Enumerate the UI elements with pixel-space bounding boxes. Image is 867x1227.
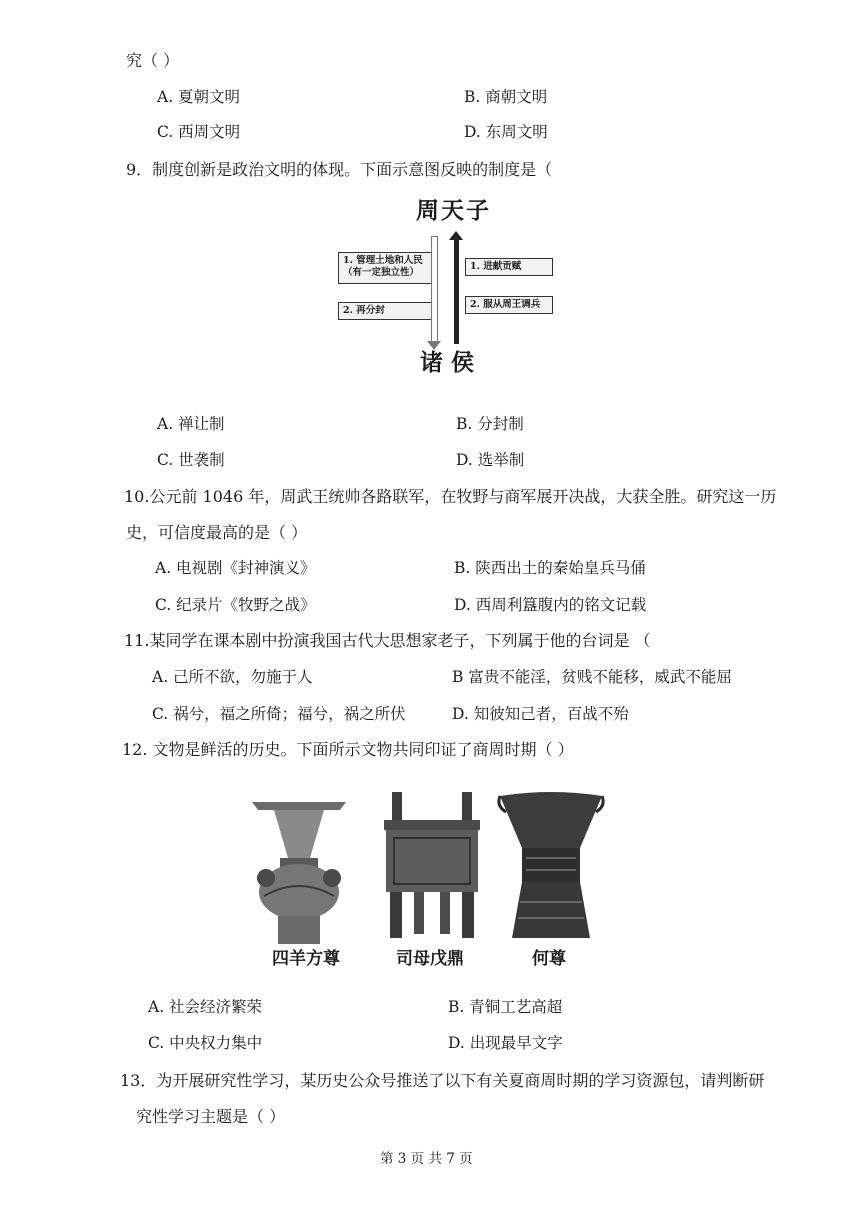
diagram-right-box-1: 1. 进献贡赋 (465, 258, 553, 276)
q9-option-d: D. 选举制 (456, 451, 525, 469)
q9-option-a: A. 禅让制 (157, 415, 225, 433)
diagram-right-box-2: 2. 服从周王调兵 (465, 296, 553, 314)
q11-stem: 11.某同学在课本剧中扮演我国古代大思想家老子，下列属于他的台词是 （ (124, 631, 651, 650)
q12-option-b: B. 青铜工艺高超 (448, 998, 563, 1016)
q11-option-c: C. 祸兮，福之所倚；福兮，祸之所伏 (152, 705, 406, 723)
caption-simuwu-ding: 司母戊鼎 (396, 949, 464, 969)
q10-stem-line2: 史，可信度最高的是（ ） (126, 523, 308, 542)
diagram-left-box-2: 2. 再分封 (338, 302, 434, 320)
q11-option-a: A. 己所不欲，勿施于人 (152, 668, 313, 686)
diagram-left-box-1 (338, 252, 434, 284)
q10-option-b: B. 陕西出土的秦始皇兵马俑 (454, 559, 646, 577)
left-box-1-line2: （有一定独立性） (343, 267, 420, 278)
q12-option-c: C. 中央权力集中 (148, 1034, 263, 1052)
left-box-1-line1: 1. 管理土地和人民 (343, 255, 423, 266)
caption-he-zun: 何尊 (532, 949, 566, 969)
diagram-bottom-label: 诸侯 (420, 349, 482, 376)
simuwu-ding-image (376, 792, 488, 942)
q12-option-d: D. 出现最早文字 (448, 1034, 563, 1052)
q11-option-d: D. 知彼知己者，百战不殆 (452, 705, 629, 723)
q10-option-c: C. 纪录片《牧野之战》 (155, 596, 316, 614)
q9-option-b: B. 分封制 (456, 415, 524, 433)
four-ram-square-zun-image (244, 796, 354, 946)
q8-option-d: D. 东周文明 (464, 123, 548, 141)
diagram-top-label: 周天子 (416, 197, 491, 224)
q12-option-a: A. 社会经济繁荣 (148, 998, 263, 1016)
up-arrow-icon (454, 240, 459, 344)
q8-option-b: B. 商朝文明 (464, 88, 548, 106)
down-arrow-icon (431, 236, 438, 342)
q13-stem-line2: 究性学习主题是（ ） (136, 1107, 286, 1126)
page-number-footer: 第 3 页 共 7 页 (380, 1151, 473, 1167)
caption-four-ram-zun: 四羊方尊 (272, 949, 340, 969)
q8-stem-tail: 究（ ） (126, 51, 180, 70)
feudal-system-diagram (338, 196, 556, 382)
bronze-artifacts-figure (230, 782, 630, 978)
q10-stem-line1: 10.公元前 1046 年，周武王统帅各路联军，在牧野与商军展开决战，大获全胜。研究这一历 (124, 487, 777, 506)
q9-option-c: C. 世袭制 (157, 451, 225, 469)
q13-stem-line1: 13．为开展研究性学习，某历史公众号推送了以下有关夏商周时期的学习资源包，请判断研 (120, 1071, 765, 1090)
he-zun-image (496, 792, 606, 942)
q10-option-a: A. 电视剧《封神演义》 (155, 559, 316, 577)
q12-stem: 12. 文物是鲜活的历史。下面所示文物共同印证了商周时期（ ） (122, 740, 574, 759)
q11-option-b: B 富贵不能淫，贫贱不能移，威武不能屈 (452, 668, 732, 686)
q8-option-a: A. 夏朝文明 (157, 88, 241, 106)
q10-option-d: D. 西周利簋腹内的铭文记载 (454, 596, 647, 614)
q8-option-c: C. 西周文明 (157, 123, 241, 141)
q9-stem: 9．制度创新是政治文明的体现。下面示意图反映的制度是（ (126, 160, 553, 179)
